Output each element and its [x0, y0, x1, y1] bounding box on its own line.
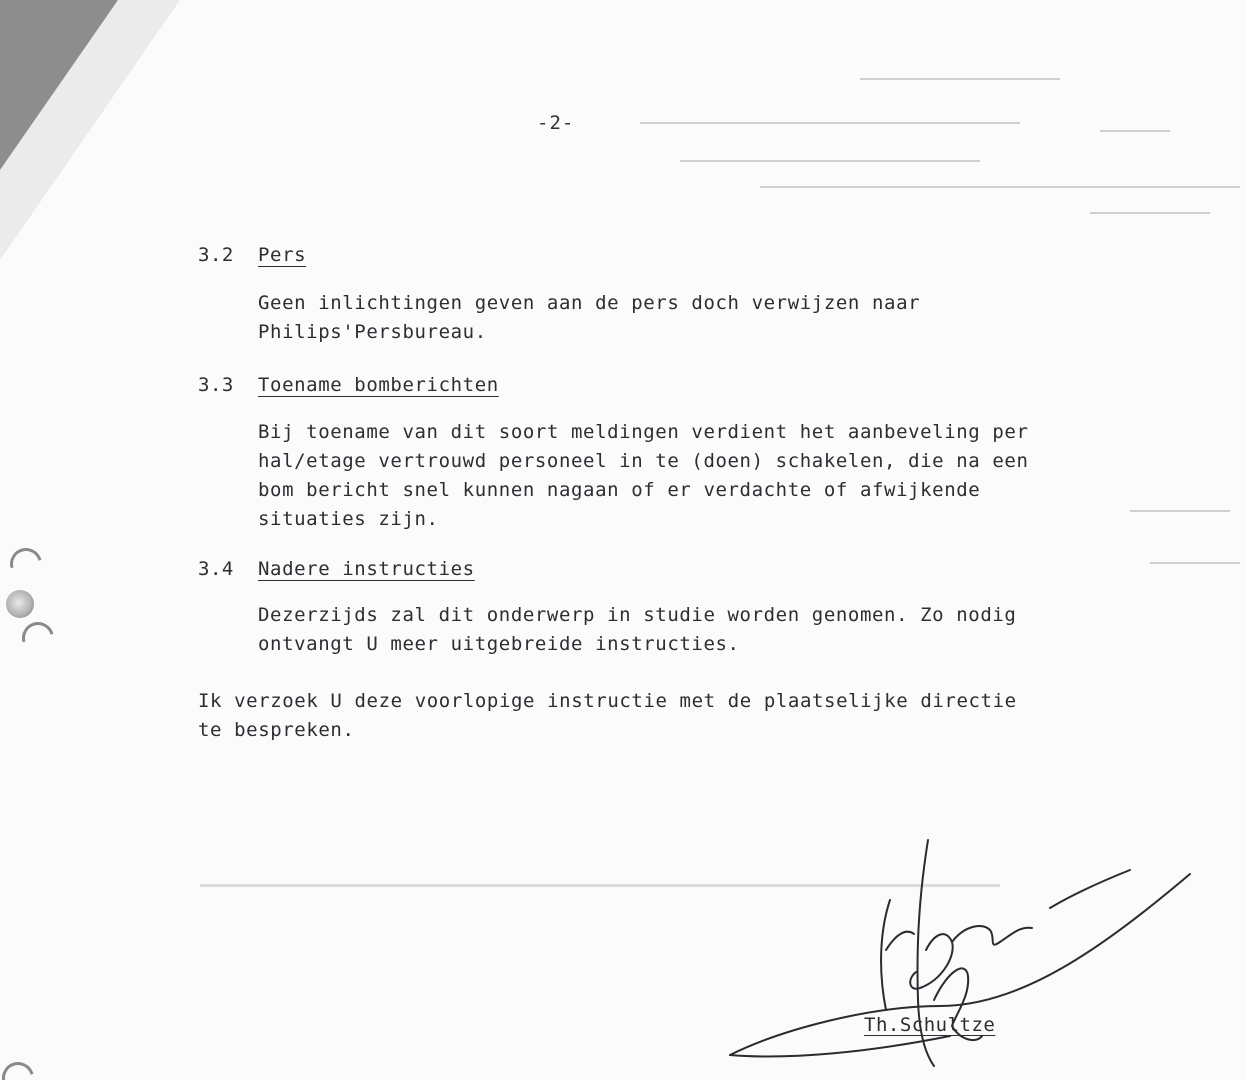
punch-hole-mark: [4, 542, 48, 586]
bleed-through-mark: [1130, 510, 1230, 512]
punch-hole-mark: [0, 1056, 40, 1080]
section-number-3-3: 3.3: [198, 374, 234, 396]
page-fold-corner: [0, 0, 118, 170]
bleed-through-mark: [1150, 562, 1240, 564]
bleed-through-mark: [860, 78, 1060, 80]
section-body-pers: Geen inlichtingen geven aan de pers doch verwijzen naar Philips'Persbureau.: [258, 292, 921, 343]
section-body-nadere-instructies: Dezerzijds zal dit onderwerp in studie worden genomen. Zo nodig ontvangt U meer uitgebreide instructies.: [258, 604, 1017, 655]
section-heading-nadere-instructies: Nadere instructies: [258, 558, 475, 580]
section-body-toename-bomberichten: Bij toename van dit soort meldingen verdient het aanbeveling per hal/etage vertrouwd personeel in te (doen) schakelen, die na een bom bericht snel kunnen nagaan of er verdachte of afwijkende situaties zijn.: [258, 421, 1029, 530]
bleed-through-mark: [760, 186, 1240, 188]
page-number: -2-: [537, 112, 575, 134]
section-number-3-4: 3.4: [198, 558, 234, 580]
punch-hole: [6, 590, 34, 618]
section-heading-pers: Pers: [258, 244, 307, 266]
punch-hole-mark: [16, 616, 60, 660]
bleed-through-mark: [1090, 212, 1210, 214]
bleed-through-mark: [680, 160, 980, 162]
section-number-3-2: 3.2: [198, 244, 234, 266]
bleed-through-mark: [640, 122, 1020, 124]
handwritten-signature: [720, 830, 1200, 1080]
closing-paragraph: Ik verzoek U deze voorlopige instructie met de plaatselijke directie te bespreken.: [198, 690, 1017, 741]
signer-name: Th.Schultze: [864, 1014, 996, 1036]
bleed-through-mark: [1100, 130, 1170, 132]
section-heading-toename-bomberichten: Toename bomberichten: [258, 374, 499, 396]
